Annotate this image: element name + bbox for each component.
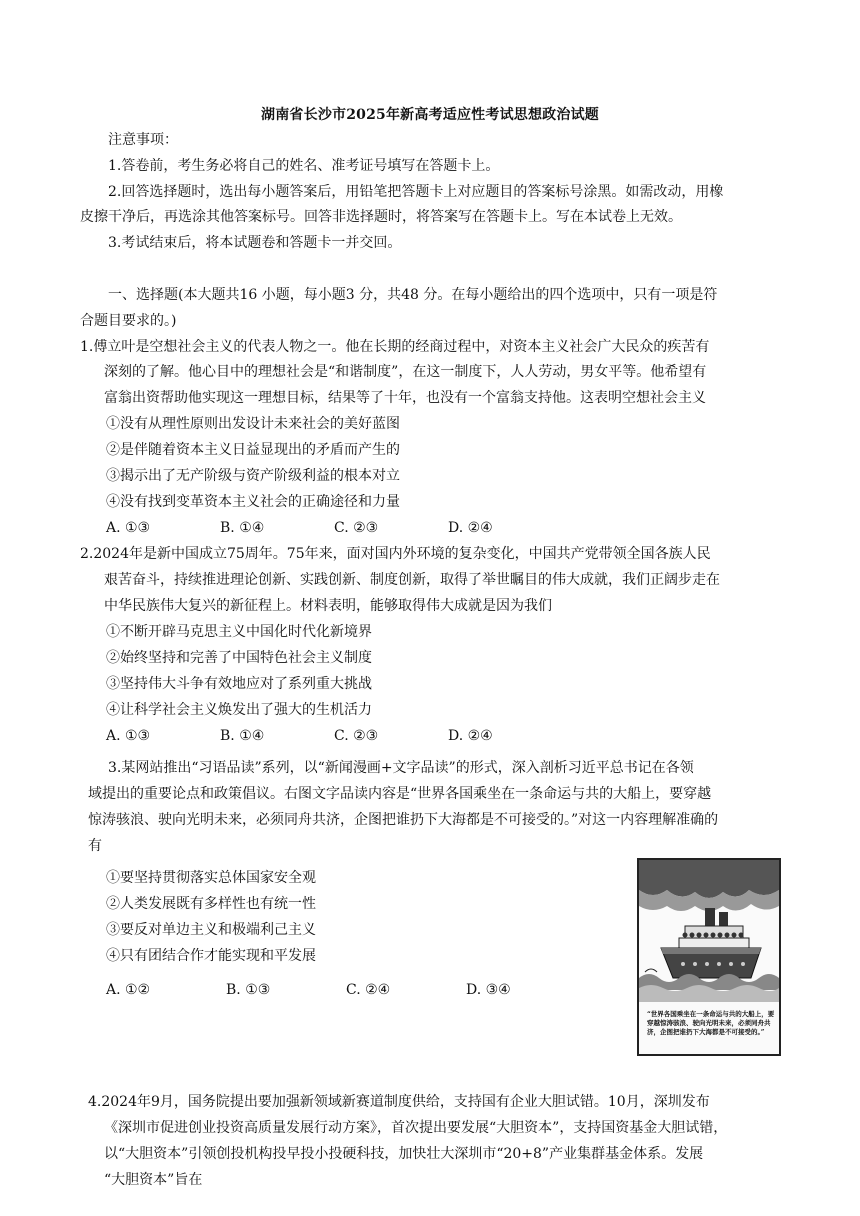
q3-item: ①要坚持贯彻落实总体国家安全观 [106, 870, 316, 886]
q2-option-d[interactable]: D. ②④ [448, 728, 493, 744]
q3-stem: 有 [88, 838, 102, 854]
q2-stem: 艰苦奋斗，持续推进理论创新、实践创新、制度创新，取得了举世瞩目的伟大成就，我们正阔步走在 [104, 572, 720, 588]
q3-option-b[interactable]: B. ①③ [226, 982, 271, 998]
q3-item: ③要反对单边主义和极端利己主义 [106, 922, 316, 938]
section-heading-cont: 合题目要求的。) [80, 313, 177, 329]
q1-stem: 1.傅立叶是空想社会主义的代表人物之一。他在长期的经商过程中，对资本主义社会广大民众的疾苦有 [80, 339, 710, 355]
q1-stem: 深刻的了解。他心目中的理想社会是“和谐制度”，在这一制度下，人人劳动，男女平等。他希望有 [104, 364, 707, 380]
q2-item: ③坚持伟大斗争有效地应对了系列重大挑战 [106, 676, 372, 692]
q1-stem: 富翁出资帮助他实现这一理想目标，结果等了十年，也没有一个富翁支持他。这表明空想社会主义 [104, 390, 706, 406]
notice-item: 3.考试结束后，将本试题卷和答题卡一并交回。 [108, 235, 402, 251]
q2-option-a[interactable]: A. ①③ [106, 728, 151, 744]
q1-item: ④没有找到变革资本主义社会的正确途径和力量 [106, 494, 400, 510]
q2-item: ①不断开辟马克思主义中国化时代化新境界 [106, 624, 372, 640]
notice-heading: 注意事项： [108, 132, 178, 148]
q4-stem: 以“大胆资本”引领创投机构投早投小投硬科技，加快壮大深圳市“20+8”产业集群基金体系。发展 [104, 1146, 704, 1162]
notice-item: 2.回答选择题时，选出每小题答案后，用铅笔把答题卡上对应题目的答案标号涂黑。如需改动，用橡 [108, 184, 724, 200]
q3-stem: 3.某网站推出“习语品读”系列，以“新闻漫画+文字品读”的形式，深入剖析习近平总书记在各领 [108, 760, 694, 776]
q1-option-d[interactable]: D. ②④ [448, 520, 493, 536]
section-heading: 一、选择题(本大题共16 小题，每小题3 分，共48 分。在每小题给出的四个选项中，只有一项是符 [108, 287, 718, 303]
q3-item: ②人类发展既有多样性也有统一性 [106, 896, 316, 912]
q3-stem: 惊涛骇浪、驶向光明未来，必须同舟共济，企图把谁扔下大海都是不可接受的。”对这一内容理解准确的 [88, 812, 719, 828]
notice-item: 1.答卷前，考生务必将自己的姓名、准考证号填写在答题卡上。 [108, 158, 500, 174]
q3-item: ④只有团结合作才能实现和平发展 [106, 948, 316, 964]
q3-option-c[interactable]: C. ②④ [346, 982, 391, 998]
q3-option-d[interactable]: D. ③④ [466, 982, 511, 998]
q1-option-c[interactable]: C. ②③ [334, 520, 379, 536]
q3-options [106, 980, 511, 1000]
q2-stem: 中华民族伟大复兴的新征程上。材料表明，能够取得伟大成就是因为我们 [104, 598, 552, 614]
q1-option-a[interactable]: A. ①③ [106, 520, 151, 536]
q2-option-c[interactable]: C. ②③ [334, 728, 379, 744]
q2-options [106, 726, 493, 746]
q4-stem: 4.2024年9月，国务院提出要加强新领域新赛道制度供给，支持国有企业大胆试错。10月，深圳发布 [88, 1094, 710, 1110]
q4-stem: “大胆资本”旨在 [104, 1172, 203, 1188]
q1-item: ①没有从理性原则出发设计未来社会的美好蓝图 [106, 416, 400, 432]
q2-item: ④让科学社会主义焕发出了强大的生机活力 [106, 702, 372, 718]
q3-option-a[interactable]: A. ①② [106, 982, 151, 998]
q4-stem: 《深圳市促进创业投资高质量发展行动方案》，首次提出要发展“大胆资本”，支持国资基金大胆试错， [104, 1120, 728, 1136]
q3-stem: 域提出的重要论点和政策倡议。右图文字品读内容是“世界各国乘坐在一条命运与共的大船上，要穿越 [88, 786, 712, 802]
notice-item: 皮擦干净后，再选涂其他答案标号。回答非选择题时，将答案写在答题卡上。写在本试卷上无效。 [80, 209, 682, 225]
q2-item: ②始终坚持和完善了中国特色社会主义制度 [106, 650, 372, 666]
cartoon-caption: “世界各国乘坐在一条命运与共的大船上，要穿越惊涛骇浪、驶向光明未来，必须同舟共济，企图把谁扔下大海都是不可接受的。” [647, 1010, 775, 1036]
q1-options [106, 518, 493, 538]
q1-option-b[interactable]: B. ①④ [220, 520, 265, 536]
q2-stem: 2.2024年是新中国成立75周年。75年来，面对国内外环境的复杂变化，中国共产党带领全国各族人民 [80, 546, 711, 562]
q1-item: ②是伴随着资本主义日益显现出的矛盾而产生的 [106, 442, 400, 458]
q1-item: ③揭示出了无产阶级与资产阶级利益的根本对立 [106, 468, 400, 484]
q2-option-b[interactable]: B. ①④ [220, 728, 265, 744]
cartoon-figure [637, 858, 781, 1056]
page-title: 湖南省长沙市2025年新高考适应性考试思想政治试题 [261, 107, 599, 123]
